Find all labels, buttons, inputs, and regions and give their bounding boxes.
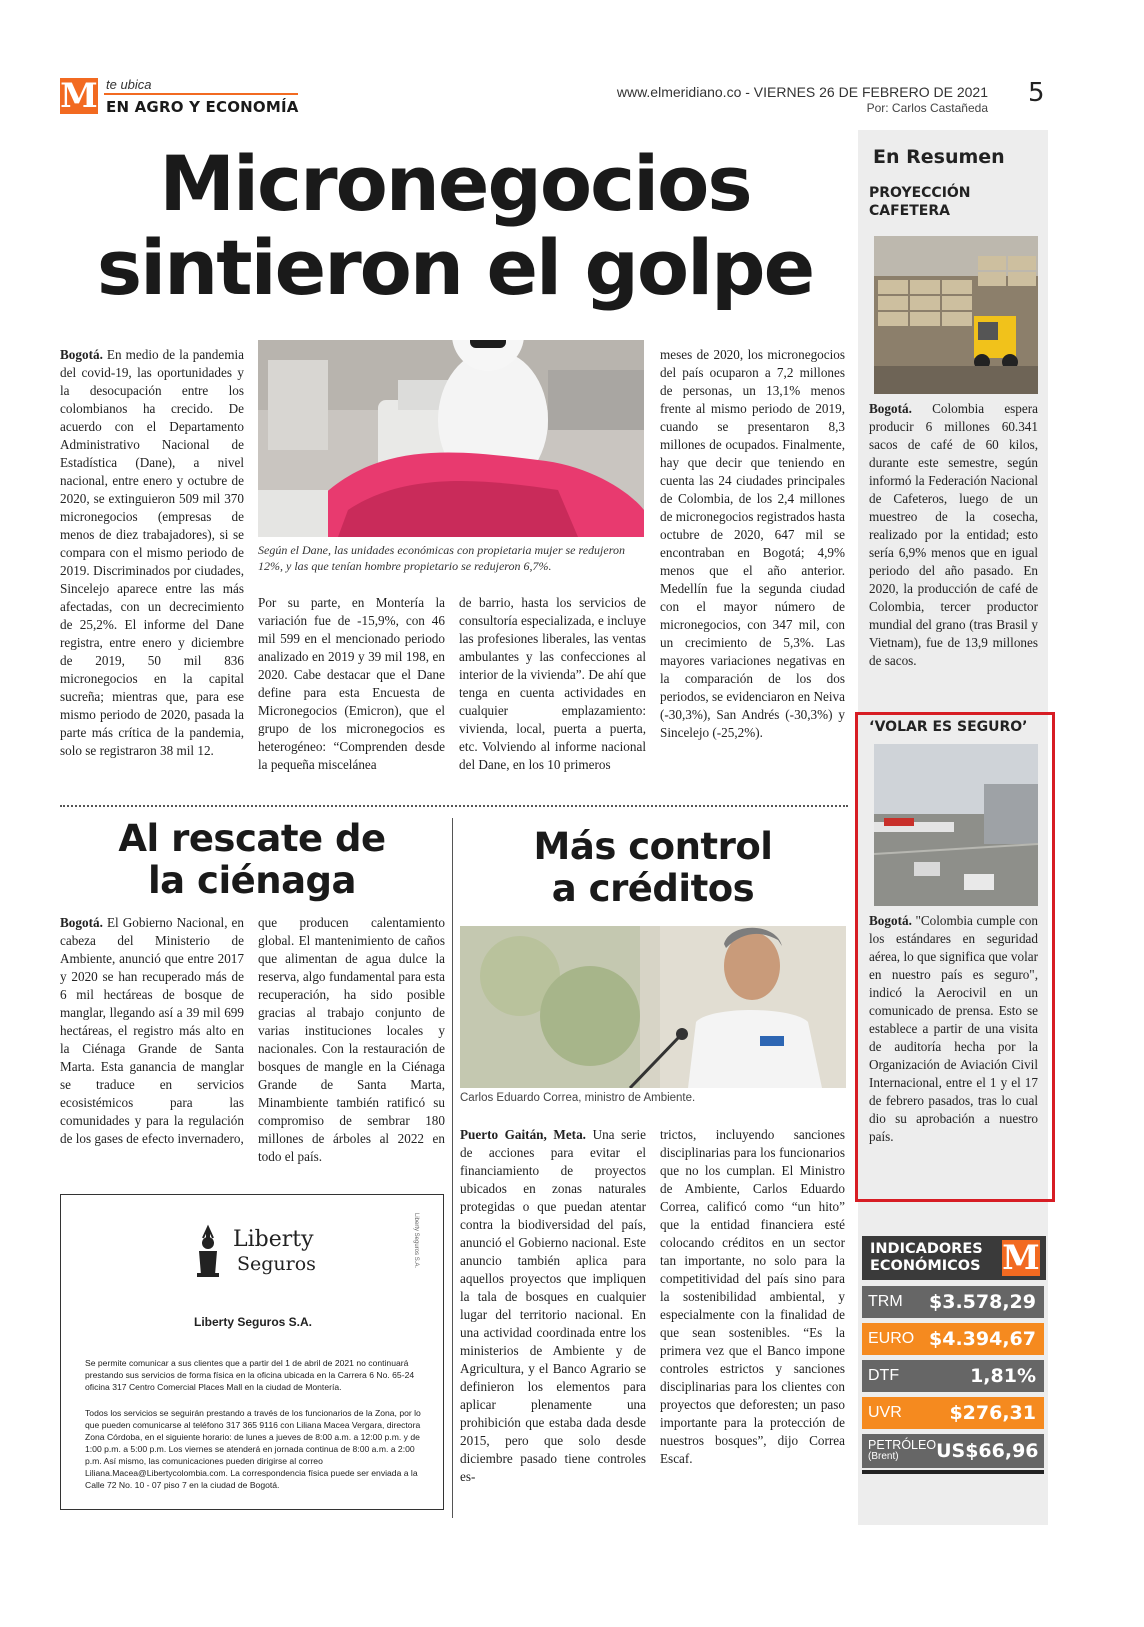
main-headline-line2: sintieron el golpe (96, 223, 814, 312)
cienaga-headline-line1: Al rescate de (118, 817, 386, 860)
cienaga-col1-text: El Gobierno Nacional, en cabeza del Ministerio de Ambiente, anunció que entre 2017 y 2020 se han recuperado más de 6 mil hectáreas de bosque de manglar, llegando así a 39 mil 699 hectáreas, el registro más alto en la Ciénaga Grande de Santa Marta. Esta ganancia de manglar se traduce en servicios ecosistémicos para las comunidades y para la regulación de los gases de efecto invernadero, (60, 915, 245, 1146)
indicator-dtf-key: DTF (868, 1367, 900, 1384)
main-headline-line1: Micronegocios (159, 139, 751, 228)
coffee-warehouse-photo (874, 236, 1038, 394)
indicators-title-line2: ECONÓMICOS (870, 1258, 981, 1274)
section-rule (104, 93, 298, 95)
indicator-uvr-value: $276,31 (949, 1402, 1036, 1424)
liberty-ad (60, 1194, 444, 1510)
page-number: 5 (1028, 78, 1045, 108)
indicator-trm-value: $3.578,29 (929, 1291, 1036, 1313)
minister-photo (460, 926, 846, 1088)
indicator-trm-key: TRM (868, 1293, 903, 1310)
indicator-uvr (862, 1397, 1044, 1429)
indicator-trm (862, 1286, 1044, 1318)
proyeccion-head-line2: CAFETERA (869, 203, 950, 219)
creditos-col1 (460, 1126, 646, 1486)
meridiano-logo: M (60, 76, 98, 116)
ad-paragraph-2: Todos los servicios se seguirán prestando a través de los funcionarios de la Zona, por lo que pueden comunicarse al teléfono 317 365 9116 con Liliana Macea Vergara, directora Zona Córdoba, en el siguiente horario: de lunes a jueves de 8:00 a.m. a 12:00 p.m. y de 1:00 p.m. a 5:00 p.m. Los viernes se atenderá en jornada continua de 8:00 a.m. a 2:00 p.m. Así mismo, las comunicaciones pueden dirigirse al correo Liliana.Macea@Libertycolombia.com. La correspondencia física puede ser enviada a la Calle 72 No. 10 - 07 piso 7 en la ciudad de Bogotá. (85, 1408, 421, 1490)
indicator-petroleo-key: PETRÓLEO (868, 1438, 937, 1452)
indicator-petroleo-label (868, 1440, 936, 1462)
section-name: EN AGRO Y ECONOMÍA (106, 98, 299, 116)
volar-dateline: Bogotá. (869, 913, 912, 928)
cienaga-dateline: Bogotá. (60, 915, 103, 930)
creditos-headline-line2: a créditos (551, 867, 755, 910)
indicators-logo: M (1002, 1238, 1040, 1278)
ad-company: Liberty Seguros S.A. (193, 1315, 313, 1329)
main-col1-text: En medio de la pandemia del covid-19, las oportunidades y la desocupación entre los colombianos ha crecido. De acuerdo con el Departamento Administrativo Nacional de Estadística (Dane), a nivel nacional, entre enero y octubre de 2020, se extinguieron 509 mil 370 micronegocios (empresas de menos de diez trabajadores), si se compara con el mismo periodo de 2019. Discriminados por ciudades, Sincelejo aparece entre las más afectadas, con un decrecimiento de 25,2%. El informe del Dane registra, entre enero y diciembre de 2019, 50 mil 836 micronegocios en la capital sucreña; mientras que, para ese mismo periodo de 2020, pasada la parte más crítica de la pandemia, solo se registraron 38 mil 12. (60, 347, 244, 758)
cienaga-headline-line2: la ciénaga (147, 859, 356, 902)
ad-paragraph-1: Se permite comunicar a sus clientes que a partir del 1 de abril de 2021 no continuará prestando sus servicios de forma física en la oficina ubicada en la Carrera 6 No. 65-24 oficina 317 Centro Comercial Places Mall en la ciudad de Montería. (85, 1358, 415, 1392)
main-dateline: Bogotá. (60, 347, 103, 362)
indicator-uvr-key: UVR (868, 1404, 902, 1421)
creditos-headline-line1: Más control (533, 825, 773, 868)
liberty-brand-line2: Seguros (237, 1253, 316, 1275)
indicators-title-line1: INDICADORES (870, 1241, 983, 1257)
main-col2: Por su parte, en Montería la variación fue de -15,9%, con 46 mil 599 en el mencionado periodo analizado en 2019 y 39 mil 198, en 2020. Cabe destacar que el Dane define para esta Encuesta de Micronegocios (Emicron), que el grupo de los micronegocios es heterogéneo: “Comprenden desde la pequeña miscelánea (258, 595, 445, 772)
column-divider (452, 818, 453, 1518)
indicator-euro-key: EURO (868, 1330, 915, 1347)
indicator-petroleo-value: US$66,96 (936, 1440, 1039, 1462)
liberty-statue-icon (189, 1223, 229, 1283)
volar-head: ‘VOLAR ES SEGURO’ (869, 719, 1028, 735)
volar-text (869, 912, 1038, 1146)
indicator-petroleo (862, 1434, 1044, 1468)
indicator-petroleo-sub: (Brent) (868, 1451, 899, 1462)
indicator-euro (862, 1323, 1044, 1355)
creditos-col2: trictos, incluyendo sanciones disciplinarias para los funcionarios que no los cumplan. El Ministro de Ambiente, Carlos Eduardo Correa, calificó como “un hito” que la entidad financiera esté colocando créditos en un sector tan importante, no solo para la competitividad del país sino para la sostenibilidad ambiental, y especialmente con la finalidad de que sean sostenibles. “Es la primera vez que el Banco impone controles estrictos y sanciones disciplinarias para los clientes con proyectos que deforesten; un paso importante para la protección de nuestros bosques”, dijo Correa Escaf. (660, 1127, 845, 1466)
cienaga-col2: que producen calentamiento global. El mantenimiento de caños que alimentan de agua dulce la reserva, algo fundamental para esta recuperación, ha sido posible gracias al trabajo conjunto de varias instituciones locales y nacionales. Con la restauración de bosques de mangle en la Ciénaga Grande de Santa Marta, Minambiente también ratificó su compromiso de sembrar 180 millones de árboles al 2022 en todo el país. (258, 915, 445, 1164)
proyeccion-head-line1: PROYECCIÓN (869, 185, 971, 201)
indicator-dtf-value: 1,81% (970, 1365, 1036, 1387)
creditos-col1-text: Una serie de acciones para evitar el financiamiento de proyectos ubicados en zonas naturales protegidas o que puedan atentar contra la biodiversidad del país, anunció el Gobierno nacional. Este anuncio también aplica para aquellos proyectos que impliquen la tala de bosques en cualquier lugar del territorio nacional. En una actividad coordinada entre los ministerios de Ambiente y de Agricultura, y el Banco Agrario se definieron los elementos para aplicar plenamente una prohibición que estaba dada desde 2015, pero que solo desde diciembre pasado tiene controles es- (460, 1127, 647, 1484)
ad-side-text: Liberty Seguros S.A. (413, 1213, 419, 1269)
section-subtitle: te ubica (106, 77, 152, 92)
volar-body: "Colombia cumple con los estándares en seguridad aérea, lo que significa que volar en nuestro país es seguro", indicó la Aerocivil en un comunicado de prensa. Esto se establece a partir de una visita de auditoría hecha por la Organización de Aviación Civil Internacional, entre el 1 y el 17 de febrero pasados, tras lo cual dio su aprobación a nuestro país. (869, 913, 1038, 1144)
indicator-euro-value: $4.394,67 (929, 1328, 1036, 1350)
cienaga-col1 (60, 914, 244, 1148)
site-date: www.elmeridiano.co - VIERNES 26 DE FEBRERO DE 2021 (616, 84, 988, 100)
liberty-brand-line1: Liberty (233, 1227, 314, 1252)
proyeccion-text (869, 400, 1038, 670)
main-col3: de barrio, hasta los servicios de consultoría especializada, e incluye las profesiones liberales, las ventas ambulantes y las confecciones al interior de la vivienda”. De ahí que tenga en cuenta actividades en cualquier emplazamiento: vivienda, local, puerta a puerta, etc. Volviendo al informe nacional del Dane, en los 10 primeros (459, 595, 646, 772)
indicator-dtf (862, 1360, 1044, 1392)
section-divider (60, 805, 848, 807)
sidebar-title: En Resumen (873, 146, 1005, 168)
airport-photo (874, 744, 1038, 906)
seamstress-photo (258, 340, 644, 537)
proyeccion-body: Colombia espera producir 6 millones 60.341 sacos de café de 60 kilos, durante este semestre, según informó la Federación Nacional de Cafeteros, luego de un muestreo de la cosecha, realizado por la entidad; esto sería 6,9% menos que en igual periodo del año pasado. En 2020, la producción de café de Colombia, tercer productor mundial del grano (tras Brasil y Vietnam), fue de 13,9 millones de sacos. (869, 401, 1038, 668)
creditos-dateline: Puerto Gaitán, Meta. (460, 1127, 586, 1142)
minister-photo-caption: Carlos Eduardo Correa, ministro de Ambiente. (460, 1092, 696, 1104)
indicators-bottom-bar (862, 1470, 1044, 1474)
proyeccion-dateline: Bogotá. (869, 401, 912, 416)
main-col4: meses de 2020, los micronegocios del país ocuparon a 7,2 millones de personas, un 13,1% menos frente al mismo periodo de 2019, cuando se presentaron 8,3 millones de ocupados. Finalmente, hay que decir que teniendo en cuenta las 24 ciudades principales de Colombia, de los 2,4 millones de micronegocios registrados hasta octubre de 2020, 647 mil se encontraban en Bogotá; 4,9% menos que el año anterior. Medellín fue la segunda ciudad con el mayor número de micronegocios, con 347 mil, con un crecimiento de 5,3%. Las mayores variaciones negativas en la comparación de los dos periodos, se evidenciaron en Neiva (-30,3%), San Andrés (-30,3%) y Sincelejo (-25,2%). (660, 347, 845, 740)
main-photo-caption: Según el Dane, las unidades económicas con propietaria mujer se redujeron 12%, y las que tenían hombre propietario se redujeron 6,7%. (258, 543, 625, 573)
byline: Por: Carlos Castañeda (866, 101, 988, 115)
main-col1 (60, 346, 244, 760)
indicators-header (862, 1236, 1046, 1280)
